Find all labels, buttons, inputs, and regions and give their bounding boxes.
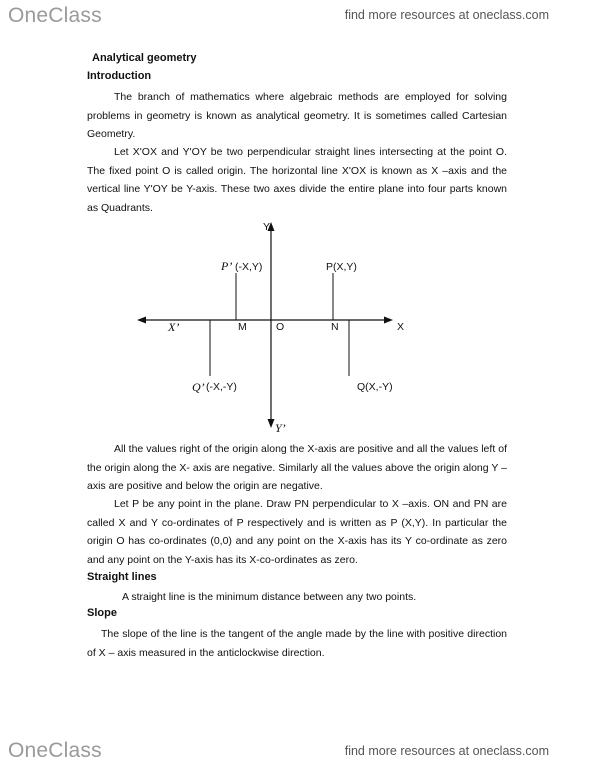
- label-p-prime-coords: (-X,Y): [235, 261, 263, 273]
- values-paragraph-text: All the values right of the origin along the X-axis are positive and all the values left of the origin along the X- axis are negative. Similarly all the values above the origin along Y – axis are positive and below the origin are negative.: [87, 443, 507, 492]
- label-y-prime: Y’: [275, 421, 286, 435]
- document-title: Analytical geometry: [92, 52, 197, 64]
- label-q-prime: Q’: [192, 380, 205, 394]
- intro-paragraph-1-text: The branch of mathematics where algebraic methods are employed for solving problems in geometry is known as analytical geometry. It is sometimes called Cartesian Geometry.: [87, 91, 507, 140]
- point-paragraph-text: Let P be any point in the plane. Draw PN perpendicular to X –axis. ON and PN are called X and Y co-ordinates of P respectively and is written as P (X,Y). In particular the origin O has co-ordinates (0,0) and any point on the X-axis has its Y co-ordinate as zero and any point on the Y-axis has its X-co-ordinates as zero.: [87, 498, 507, 566]
- straight-lines-paragraph: [87, 588, 507, 607]
- x-axis-left-arrow: [137, 317, 146, 324]
- intro-paragraph-2-text: Let X'OX and Y'OY be two perpendicular straight lines intersecting at the point O. The fixed point O is called origin. The horizontal line X'OX is known as X –axis and the vertical line Y'OY be Y-axis. These two axes divide the entire plane into four parts known as Quadrants.: [87, 146, 507, 214]
- values-paragraph: [87, 440, 507, 496]
- header-promo-text: find more resources at oneclass.com: [344, 8, 549, 22]
- straight-lines-heading: Straight lines: [87, 571, 157, 583]
- slope-paragraph: [87, 625, 507, 662]
- slope-paragraph-text: The slope of the line is the tangent of the angle made by the line with positive direction of X – axis measured in the anticlockwise direction.: [87, 628, 507, 659]
- label-m: M: [238, 321, 247, 333]
- x-axis-right-arrow: [384, 317, 393, 324]
- oneclass-logo: OneClass: [8, 4, 102, 27]
- point-paragraph: [87, 495, 507, 569]
- label-origin: O: [276, 321, 285, 333]
- y-axis-bottom-arrow: [268, 419, 275, 428]
- label-x-prime: X’: [168, 320, 180, 334]
- label-x: X: [397, 321, 405, 333]
- introduction-heading: Introduction: [87, 70, 152, 82]
- label-n: N: [331, 321, 339, 333]
- footer-promo-text: find more resources at oneclass.com: [344, 744, 549, 758]
- label-p: P(X,Y): [326, 261, 357, 273]
- label-y: Y: [263, 221, 271, 233]
- label-p-prime: P’: [221, 259, 233, 273]
- label-q-prime-coords: (-X,-Y): [206, 381, 237, 393]
- slope-heading: Slope: [87, 607, 117, 619]
- label-q: Q(X,-Y): [357, 381, 393, 393]
- oneclass-logo-footer: OneClass: [8, 739, 102, 762]
- straight-lines-paragraph-text: A straight line is the minimum distance between any two points.: [122, 591, 417, 603]
